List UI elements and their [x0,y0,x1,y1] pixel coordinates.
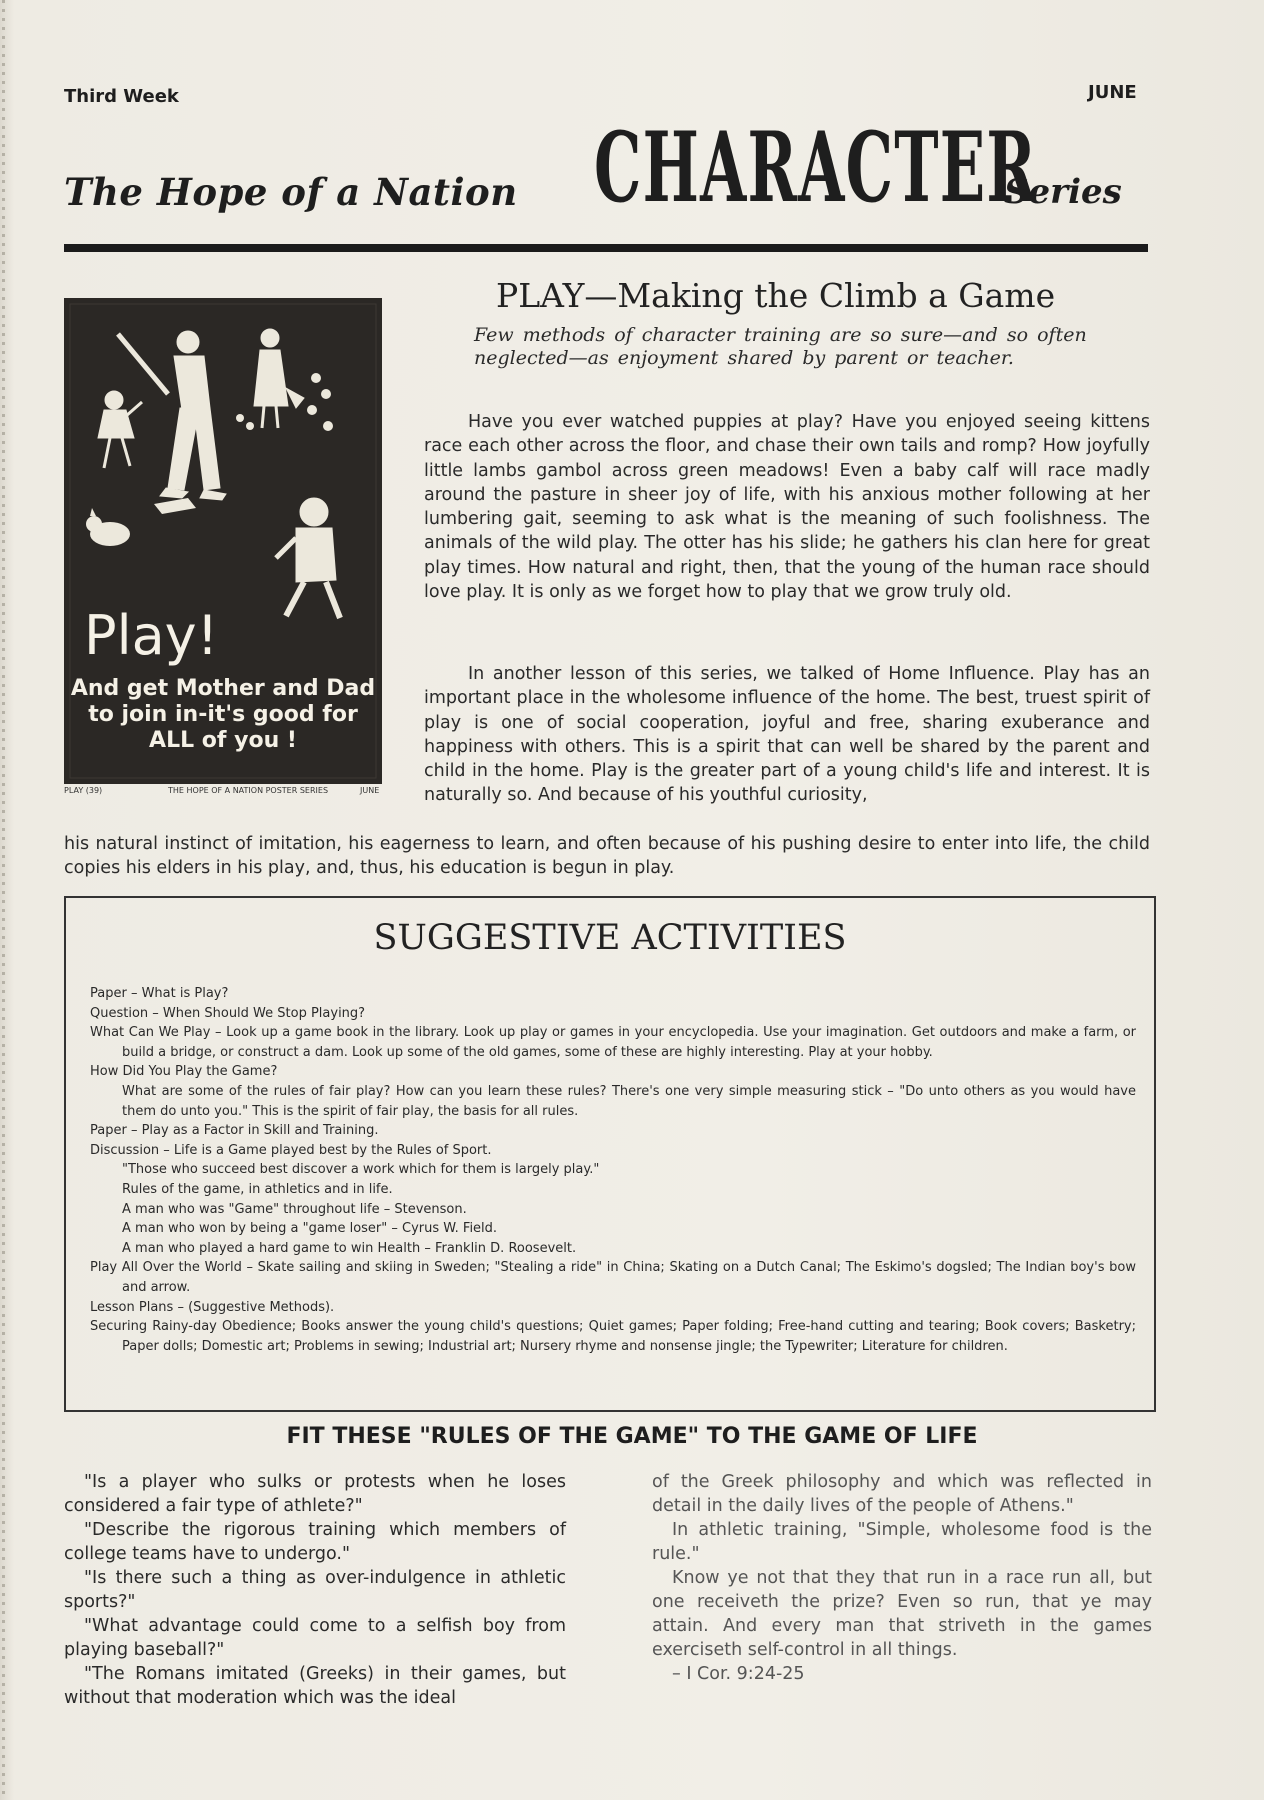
activity-item: A man who was "Game" throughout life – Stevenson. [122,1201,467,1217]
activity-item: A man who played a hard game to win Health – Franklin D. Roosevelt. [122,1240,577,1256]
activity-item: Question – When Should We Stop Playing? [90,1005,366,1021]
article-paragraph-1: Have you ever watched puppies at play? Have you enjoyed seeing kittens race each other across the floor, and chase their own tails and romp? How joyfully little lambs gambol across green meadows! Even a baby calf will race madly around the pasture in sheer joy of life, with his anxious mother following at her lumbering gait, seeming to ask what is the meaning of such foolishness. The animals of the wild play. The otter has his slide; he gathers his clan here for great play times. How natural and right, then, that the young of the human race should love play. It is only as we forget how to play that we grow truly old. [424,412,1150,603]
week-label: Third Week [64,86,179,107]
activity-item: Securing Rainy-day Obedience; Books answer the young child's questions; Quiet games; Paper folding; Free-hand cutting and tearing; Book covers; Basketry; Paper dolls; Domestic art; Problems in sewing; Industrial art; Nursery rhyme and nonsense jingle; the Typewriter; Literature for children. [90,1319,1136,1354]
rules-paragraph: In athletic training, "Simple, wholesome food is the rule." [652,1520,1152,1564]
masthead-title: CHARACTER [594,111,1038,224]
activity-item: Paper – What is Play? [90,986,229,1001]
rules-title: FIT THESE "RULES OF THE GAME" TO THE GAME OF LIFE [286,1424,978,1449]
rules-paragraph: "Describe the rigorous training which members of college teams have to undergo." [64,1520,566,1564]
scripture-citation: – I Cor. 9:24-25 [672,1664,805,1684]
activity-item: "Those who succeed best discover a work which for them is largely play." [122,1162,600,1178]
masthead-left: The Hope of a Nation [64,170,518,214]
rules-paragraph: "What advantage could come to a selfish boy from playing baseball?" [64,1616,566,1660]
activity-item: Paper – Play as a Factor in Skill and Training. [90,1123,379,1139]
masthead-right: Series [1004,172,1122,212]
poster-footer-left: PLAY (39) [64,786,103,795]
month-label: JUNE [1088,82,1137,103]
article-lede: Few methods of character training are so sure—and so often neglected—as enjoyment shared by parent or teacher. [474,324,1087,369]
page-edge-perforation [2,0,5,1800]
poster-caption [64,676,382,754]
rules-paragraph: "Is a player who sulks or protests when he loses considered a fair type of athlete?" [64,1472,566,1516]
rules-paragraph: "The Romans imitated (Greeks) in their games, but without that moderation which was the ideal [64,1664,566,1708]
article-paragraph-2: In another lesson of this series, we talked of Home Influence. Play has an important place in the wholesome influence of the home. The best, truest spirit of play is one of social cooperation, joyful and free, sharing exuberance and happiness with others. This is a spirit that can well be shared by the parent and child in the home. Play is the greater part of a young child's life and interest. It is naturally so. And because of his youthful curiosity, [424,664,1150,806]
activity-item: Lesson Plans – (Suggestive Methods). [90,1299,335,1315]
header-rule [64,244,1148,252]
activities-title: SUGGESTIVE ACTIVITIES [373,918,847,958]
activity-item: How Did You Play the Game? [90,1064,278,1080]
suggestive-activities-box [64,896,1156,1412]
activity-item: Discussion – Life is a Game played best by the Rules of Sport. [90,1142,492,1158]
activities-list [90,984,1136,1356]
activity-item: What Can We Play – Look up a game book in the library. Look up play or games in your encyclopedia. Use your imagination. Get outdoors and make a farm, or build a bridge, or construct a dam. Look up some of the old games, some of these are highly interesting. Play at your hobby. [90,1025,1136,1060]
poster-footer-right: JUNE [360,786,380,795]
poster-title: Play! [84,604,219,667]
activity-item: A man who won by being a "game loser" – Cyrus W. Field. [122,1221,498,1237]
article-paragraph-2-continued: his natural instinct of imitation, his eagerness to learn, and often because of his pushing desire to enter into life, the child copies his elders in his play, and, thus, his education is begun in play. [64,834,1150,879]
rules-left-column [64,1470,566,1710]
activity-item: What are some of the rules of fair play? How can you learn these rules? There's one very simple measuring stick – "Do unto others as you would have them do unto you." This is the spirit of fair play, the basis for all rules. [122,1083,1136,1119]
poster-caption-line-2: to join in-it's good for [88,702,358,727]
rules-paragraph: Know ye not that they that run in a race run all, but one receiveth the prize? Even so run, that ye may attain. And every man that striveth in the games exerciseth self-control in all things. [652,1568,1152,1660]
activity-item: Rules of the game, in athletics and in life. [122,1181,393,1197]
rules-paragraph: of the Greek philosophy and which was reflected in detail in the daily lives of the people of Athens." [652,1472,1152,1516]
article-title: PLAY—Making the Climb a Game [496,276,1056,315]
poster-footer [64,786,382,798]
rules-right-column [652,1470,1152,1686]
activity-item: Play All Over the World – Skate sailing and skiing in Sweden; "Stealing a ride" in China; Skating on a Dutch Canal; The Eskimo's dogsled; The Indian boy's bow and arrow. [90,1260,1136,1295]
poster-caption-line-3: ALL of you ! [149,728,297,753]
rules-paragraph: "Is there such a thing as over-indulgence in athletic sports?" [64,1568,566,1612]
poster-footer-center: THE HOPE OF A NATION POSTER SERIES [168,786,329,795]
poster-caption-line-1: And get Mother and Dad [70,676,376,701]
